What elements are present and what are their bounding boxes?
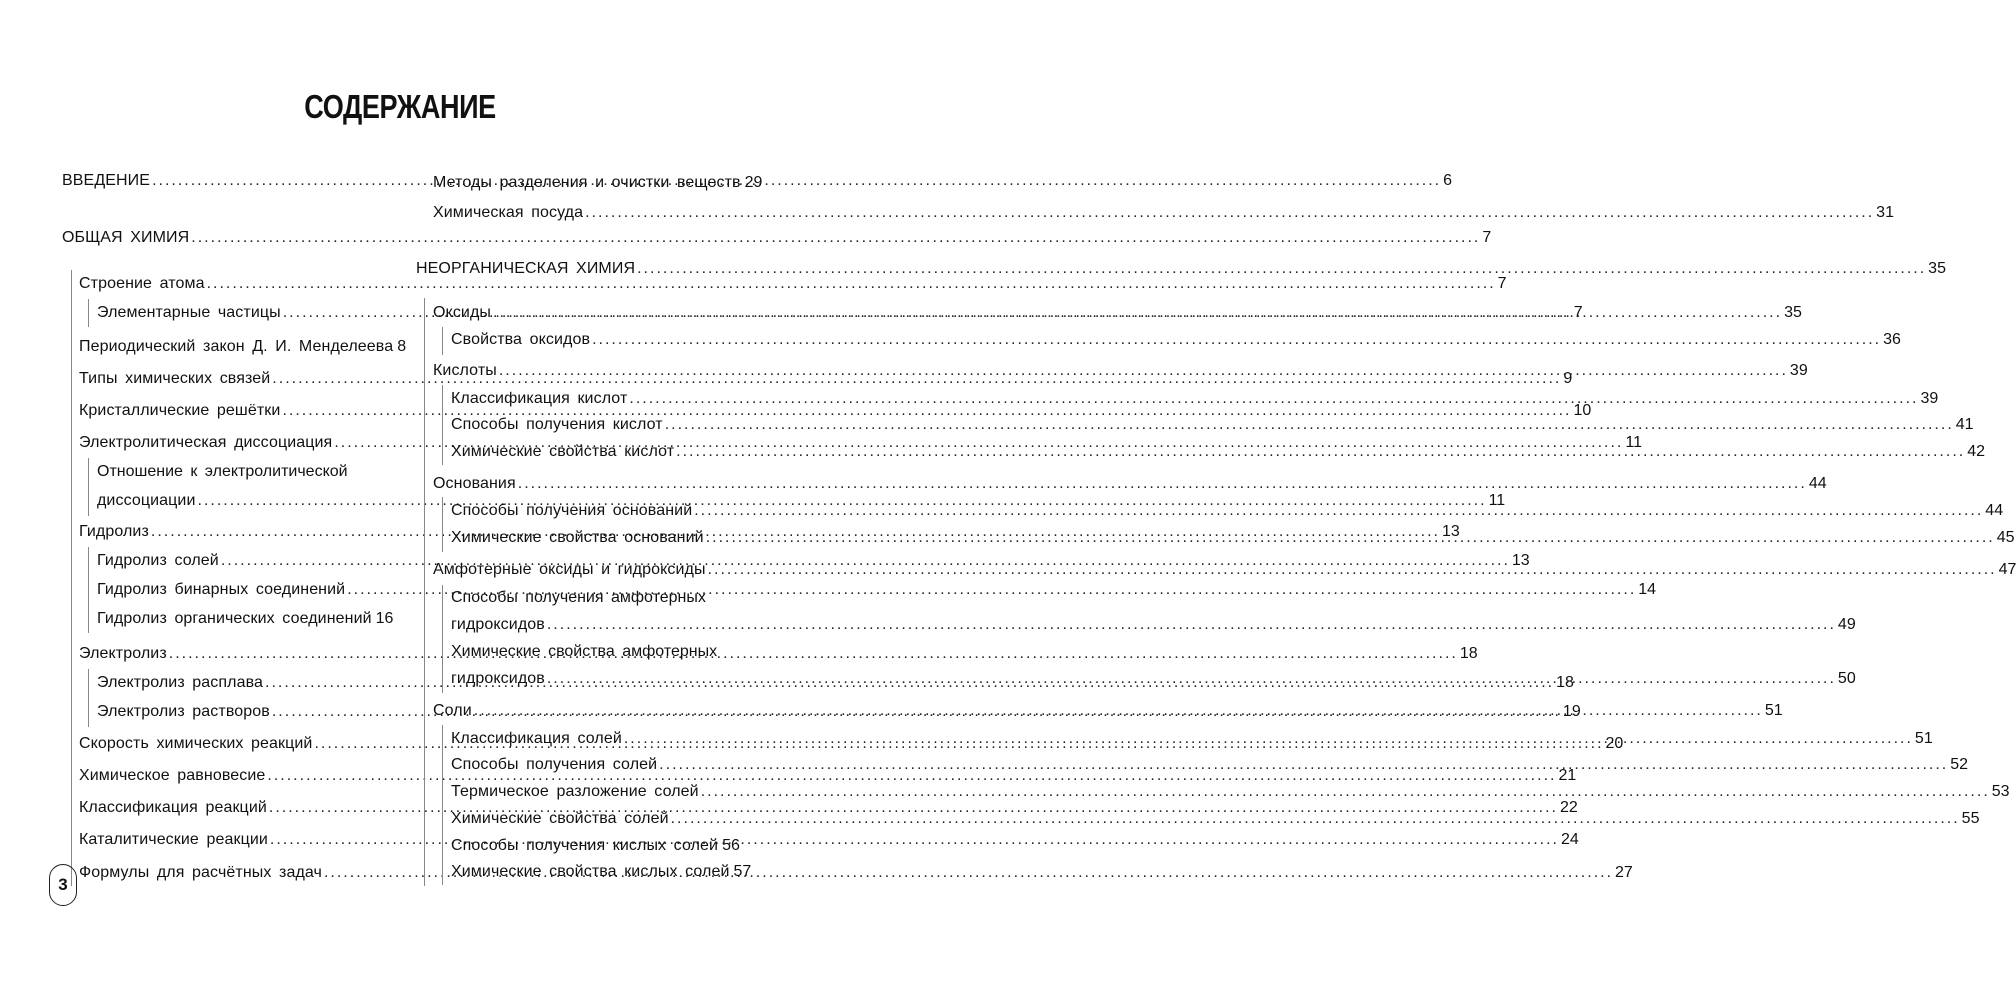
toc-page: 52 bbox=[1950, 756, 1969, 773]
toc-label-line1: Химические свойства амфотерных bbox=[451, 643, 718, 660]
toc-label: Способы получения оснований bbox=[451, 502, 693, 519]
toc-page: 13 bbox=[1441, 523, 1460, 540]
subsection-rule bbox=[442, 497, 443, 552]
toc-entry[interactable] bbox=[451, 859, 752, 885]
toc-label: Скорость химических реакций bbox=[79, 735, 313, 752]
toc-page: 44 bbox=[1808, 475, 1827, 492]
toc-label: Периодический закон Д. И. Менделеева bbox=[79, 338, 394, 355]
subsection-rule bbox=[442, 385, 443, 465]
toc-page: 11 bbox=[1488, 492, 1506, 509]
dot-leader bbox=[493, 300, 1782, 326]
toc-label: Гидролиз бинарных соединений bbox=[97, 581, 346, 598]
toc-label: Свойства оксидов bbox=[451, 331, 591, 348]
toc-label: Химические свойства кислот bbox=[451, 443, 675, 460]
toc-label: Оксиды bbox=[433, 304, 491, 321]
dot-leader bbox=[547, 666, 1836, 692]
toc-page: 18 bbox=[1556, 674, 1574, 691]
toc-label: Гидролиз солей bbox=[97, 552, 219, 569]
toc-label: Электролиз bbox=[79, 645, 167, 662]
toc-page: 31 bbox=[1876, 204, 1894, 221]
toc-page: 44 bbox=[1985, 502, 2004, 519]
toc-entry-obshaya[interactable] bbox=[62, 225, 1492, 251]
toc-page: 21 bbox=[1558, 767, 1577, 784]
toc-page: 39 bbox=[1920, 390, 1939, 407]
dot-leader bbox=[518, 471, 1807, 497]
toc-page: 49 bbox=[1837, 616, 1856, 633]
toc-label: Строение атома bbox=[79, 275, 205, 292]
dot-leader bbox=[585, 200, 1874, 226]
subsection-rule bbox=[88, 458, 89, 516]
subsection-rule bbox=[88, 669, 89, 727]
toc-label: Элементарные частицы bbox=[97, 304, 281, 321]
toc-label: Химические свойства солей bbox=[451, 810, 669, 827]
dot-leader bbox=[547, 612, 1836, 638]
dot-leader bbox=[592, 327, 1881, 353]
toc-entry[interactable] bbox=[451, 412, 1974, 438]
toc-page: 42 bbox=[1967, 443, 1985, 460]
dot-leader bbox=[499, 358, 1788, 384]
dot-leader bbox=[708, 557, 1997, 583]
toc-entry[interactable] bbox=[451, 612, 1856, 638]
dot-leader bbox=[191, 225, 1480, 251]
subsection-rule bbox=[88, 547, 89, 633]
toc-entry[interactable] bbox=[79, 334, 407, 360]
section-rule bbox=[424, 298, 425, 886]
toc-entry[interactable] bbox=[451, 833, 740, 859]
toc-label: Формулы для расчётных задач bbox=[79, 864, 322, 881]
toc-page: 35 bbox=[1928, 260, 1946, 277]
toc-entry[interactable] bbox=[97, 606, 394, 632]
toc-entry[interactable] bbox=[79, 271, 1507, 297]
dot-leader bbox=[629, 386, 1918, 412]
page-number: 3 bbox=[49, 864, 77, 906]
toc-page: 24 bbox=[1560, 831, 1579, 848]
toc-label: диссоциации bbox=[97, 492, 196, 509]
toc-page: 36 bbox=[1883, 331, 1901, 348]
subsection-rule bbox=[88, 299, 89, 327]
subsection-rule bbox=[442, 725, 443, 885]
subsection-rule bbox=[442, 327, 443, 355]
toc-label: Каталитические реакции bbox=[79, 831, 268, 848]
toc-page: 53 bbox=[1991, 783, 2010, 800]
toc-page: 35 bbox=[1784, 304, 1802, 321]
toc-page: 8 bbox=[397, 338, 407, 355]
toc-page: 51 bbox=[1764, 702, 1783, 719]
toc-label: ВВЕДЕНИЕ bbox=[62, 172, 151, 189]
dot-leader bbox=[169, 641, 1458, 667]
toc-label: Способы получения кислых солей bbox=[451, 837, 719, 854]
toc-label: Типы химических связей bbox=[79, 370, 271, 387]
section-rule bbox=[71, 270, 72, 886]
dot-leader bbox=[665, 412, 1954, 438]
toc-page: 13 bbox=[1511, 552, 1530, 569]
toc-page: 7 bbox=[1497, 275, 1507, 292]
toc-label-line1: Способы получения амфотерных bbox=[451, 589, 706, 606]
toc-label: Электролиз растворов bbox=[97, 703, 270, 720]
page-title: СОДЕРЖАНИЕ bbox=[304, 88, 496, 125]
toc-label: Гидролиз bbox=[79, 523, 149, 540]
toc-label: Гидролиз органических соединений bbox=[97, 610, 372, 627]
dot-leader bbox=[701, 779, 1990, 805]
dot-leader bbox=[706, 525, 1995, 551]
dot-leader bbox=[694, 498, 1983, 524]
toc-page: 55 bbox=[1961, 810, 1980, 827]
toc-entry[interactable] bbox=[433, 358, 1808, 384]
toc-entry[interactable] bbox=[433, 200, 1894, 226]
toc-page: 14 bbox=[1638, 581, 1657, 598]
toc-page: 19 bbox=[1562, 703, 1581, 720]
toc-page: 57 bbox=[733, 863, 752, 880]
toc-page: 47 bbox=[1998, 561, 2016, 578]
toc-entry[interactable] bbox=[433, 471, 1827, 497]
toc-label-line1: Отношение к электролитической bbox=[97, 463, 348, 480]
toc-label: Способы получения кислот bbox=[451, 416, 663, 433]
toc-label: гидроксидов bbox=[451, 616, 545, 633]
toc-page: 6 bbox=[1443, 172, 1453, 189]
toc-page: 45 bbox=[1996, 529, 2015, 546]
toc-label: Классификация солей bbox=[451, 730, 622, 747]
toc-label: Химические свойства оснований bbox=[451, 529, 704, 546]
toc-entry-neorg[interactable] bbox=[416, 256, 1946, 282]
toc-page: 50 bbox=[1837, 670, 1856, 687]
toc-page: 18 bbox=[1459, 645, 1478, 662]
toc-entry[interactable] bbox=[433, 300, 1802, 326]
toc-label: Соли bbox=[433, 702, 472, 719]
dot-leader bbox=[624, 726, 1913, 752]
toc-label: Кислоты bbox=[433, 362, 497, 379]
toc-page: 22 bbox=[1559, 799, 1578, 816]
toc-label: Амфотерные оксиды и гидроксиды bbox=[433, 561, 706, 578]
dot-leader bbox=[152, 168, 1441, 194]
toc-page: 27 bbox=[1615, 864, 1633, 881]
dot-leader bbox=[676, 439, 1965, 465]
toc-page: 10 bbox=[1573, 402, 1592, 419]
toc-label: Кристаллические решётки bbox=[79, 402, 281, 419]
toc-page: 7 bbox=[1573, 304, 1583, 321]
dot-leader bbox=[659, 752, 1948, 778]
dot-leader bbox=[671, 806, 1960, 832]
toc-page: 7 bbox=[1482, 229, 1492, 246]
toc-label: НЕОРГАНИЧЕСКАЯ ХИМИЯ bbox=[416, 260, 636, 277]
toc-page: 39 bbox=[1789, 362, 1808, 379]
toc-label: Термическое разложение солей bbox=[451, 783, 699, 800]
toc-label: Электролиз расплава bbox=[97, 674, 264, 691]
toc-page: 9 bbox=[1563, 370, 1573, 387]
toc-entry[interactable] bbox=[451, 327, 1901, 353]
toc-label: Классификация реакций bbox=[79, 799, 267, 816]
toc-entry[interactable] bbox=[433, 170, 763, 196]
toc-page: 16 bbox=[375, 610, 394, 627]
toc-entry[interactable] bbox=[451, 779, 2010, 805]
dot-leader bbox=[474, 698, 1763, 724]
toc-label: Основания bbox=[433, 475, 516, 492]
toc-label: Классификация кислот bbox=[451, 390, 628, 407]
toc-label: ОБЩАЯ ХИМИЯ bbox=[62, 229, 190, 246]
toc-page: 29 bbox=[744, 174, 763, 191]
toc-label: Химическое равновесие bbox=[79, 767, 266, 784]
toc-label: Химические свойства кислых солей bbox=[451, 863, 730, 880]
toc-page: 41 bbox=[1955, 416, 1974, 433]
toc-page: 20 bbox=[1605, 735, 1624, 752]
toc-label: Методы разделения и очистки веществ bbox=[433, 174, 741, 191]
toc-label: Электролитическая диссоциация bbox=[79, 434, 333, 451]
dot-leader bbox=[637, 256, 1926, 282]
toc-page: 51 bbox=[1914, 730, 1933, 747]
toc-label: Способы получения солей bbox=[451, 756, 658, 773]
toc-page: 11 bbox=[1625, 434, 1642, 451]
toc-page: 56 bbox=[722, 837, 740, 854]
toc-label: Химическая посуда bbox=[433, 204, 584, 221]
subsection-rule bbox=[442, 585, 443, 693]
toc-label: гидроксидов bbox=[451, 670, 545, 687]
